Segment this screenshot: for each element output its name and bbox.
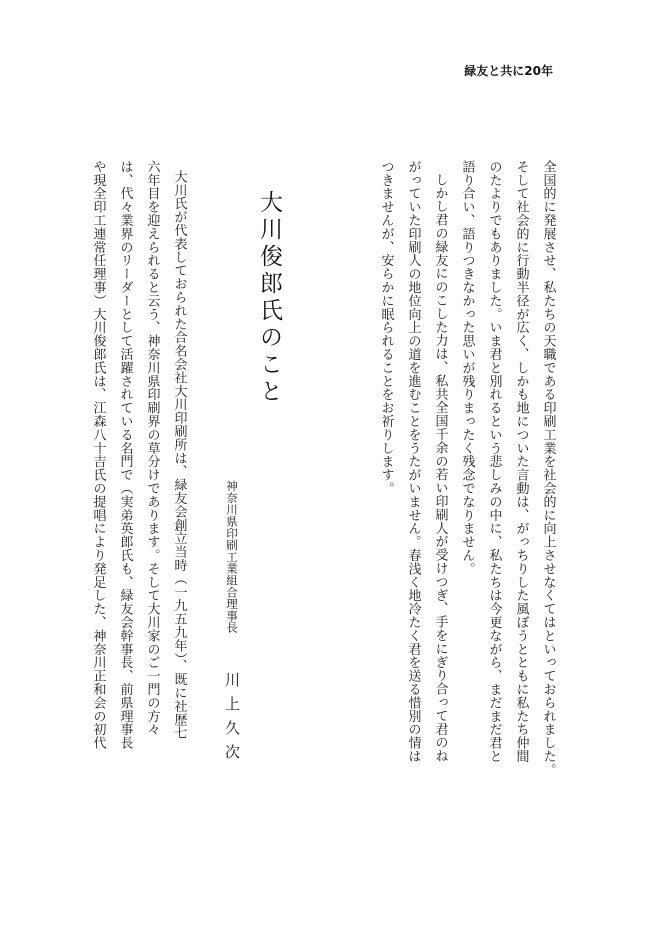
author-name: 川上久次 <box>223 672 241 768</box>
text-line: は、代々業界のリーダーとして活躍されている名門で（実弟英郎氏も、緑友会幹事長、前県理事長 <box>117 160 133 750</box>
running-header: 緑友と共に20年 <box>464 64 553 78</box>
author-affiliation: 神奈川県印刷工業組合理事長 <box>225 480 239 634</box>
article-body <box>91 160 188 751</box>
text-line: 大川氏が代表しておられた合名会社大川印刷所は、緑友会創立当時（一九五九年）、既に社歴七 <box>171 170 187 740</box>
text-line: 全国的に発展させ、私たちの天職である印刷工業を社会的に向上させなくてはといっておられました。 <box>540 160 556 777</box>
text-line: つきませんが、安らかに眠られることをお祈りします。 <box>378 160 394 495</box>
prev-article-body <box>379 160 557 776</box>
text-line: 語り合い、語りつきなかった思いが残りまったく残念でなりません。 <box>459 160 475 576</box>
text-line: のたよりでもありました。いま君と別れるという悲しみの中に、私たちは今更ながら、まだまだ君と <box>486 160 502 763</box>
text-line: がっていた印刷人の地位向上の道を進むことをうたがいません。春浅く地冷たく君を送る惜別の情は <box>405 160 421 763</box>
text-line: や現全印工連常任理事）大川俊郎氏は、江森八十吉氏の提唱により発足した、神奈川正和会の初代 <box>90 160 106 750</box>
text-line: しかし君の緑友にのこした力は、私共全国千余の若い印刷人が受けつぎ、手をにぎり合って君のね <box>432 173 448 763</box>
article-title: 大川俊郎氏のこと <box>256 190 282 406</box>
text-line: そして社会的に行動半径が広く、しかも地についた言動は、がっちりした風ぼうとともに私たち仲間 <box>513 160 529 763</box>
text-line: 六年目を迎えられると云う、神奈川県印刷界の草分けであります。そして大川家のご一門の方々 <box>144 160 160 737</box>
